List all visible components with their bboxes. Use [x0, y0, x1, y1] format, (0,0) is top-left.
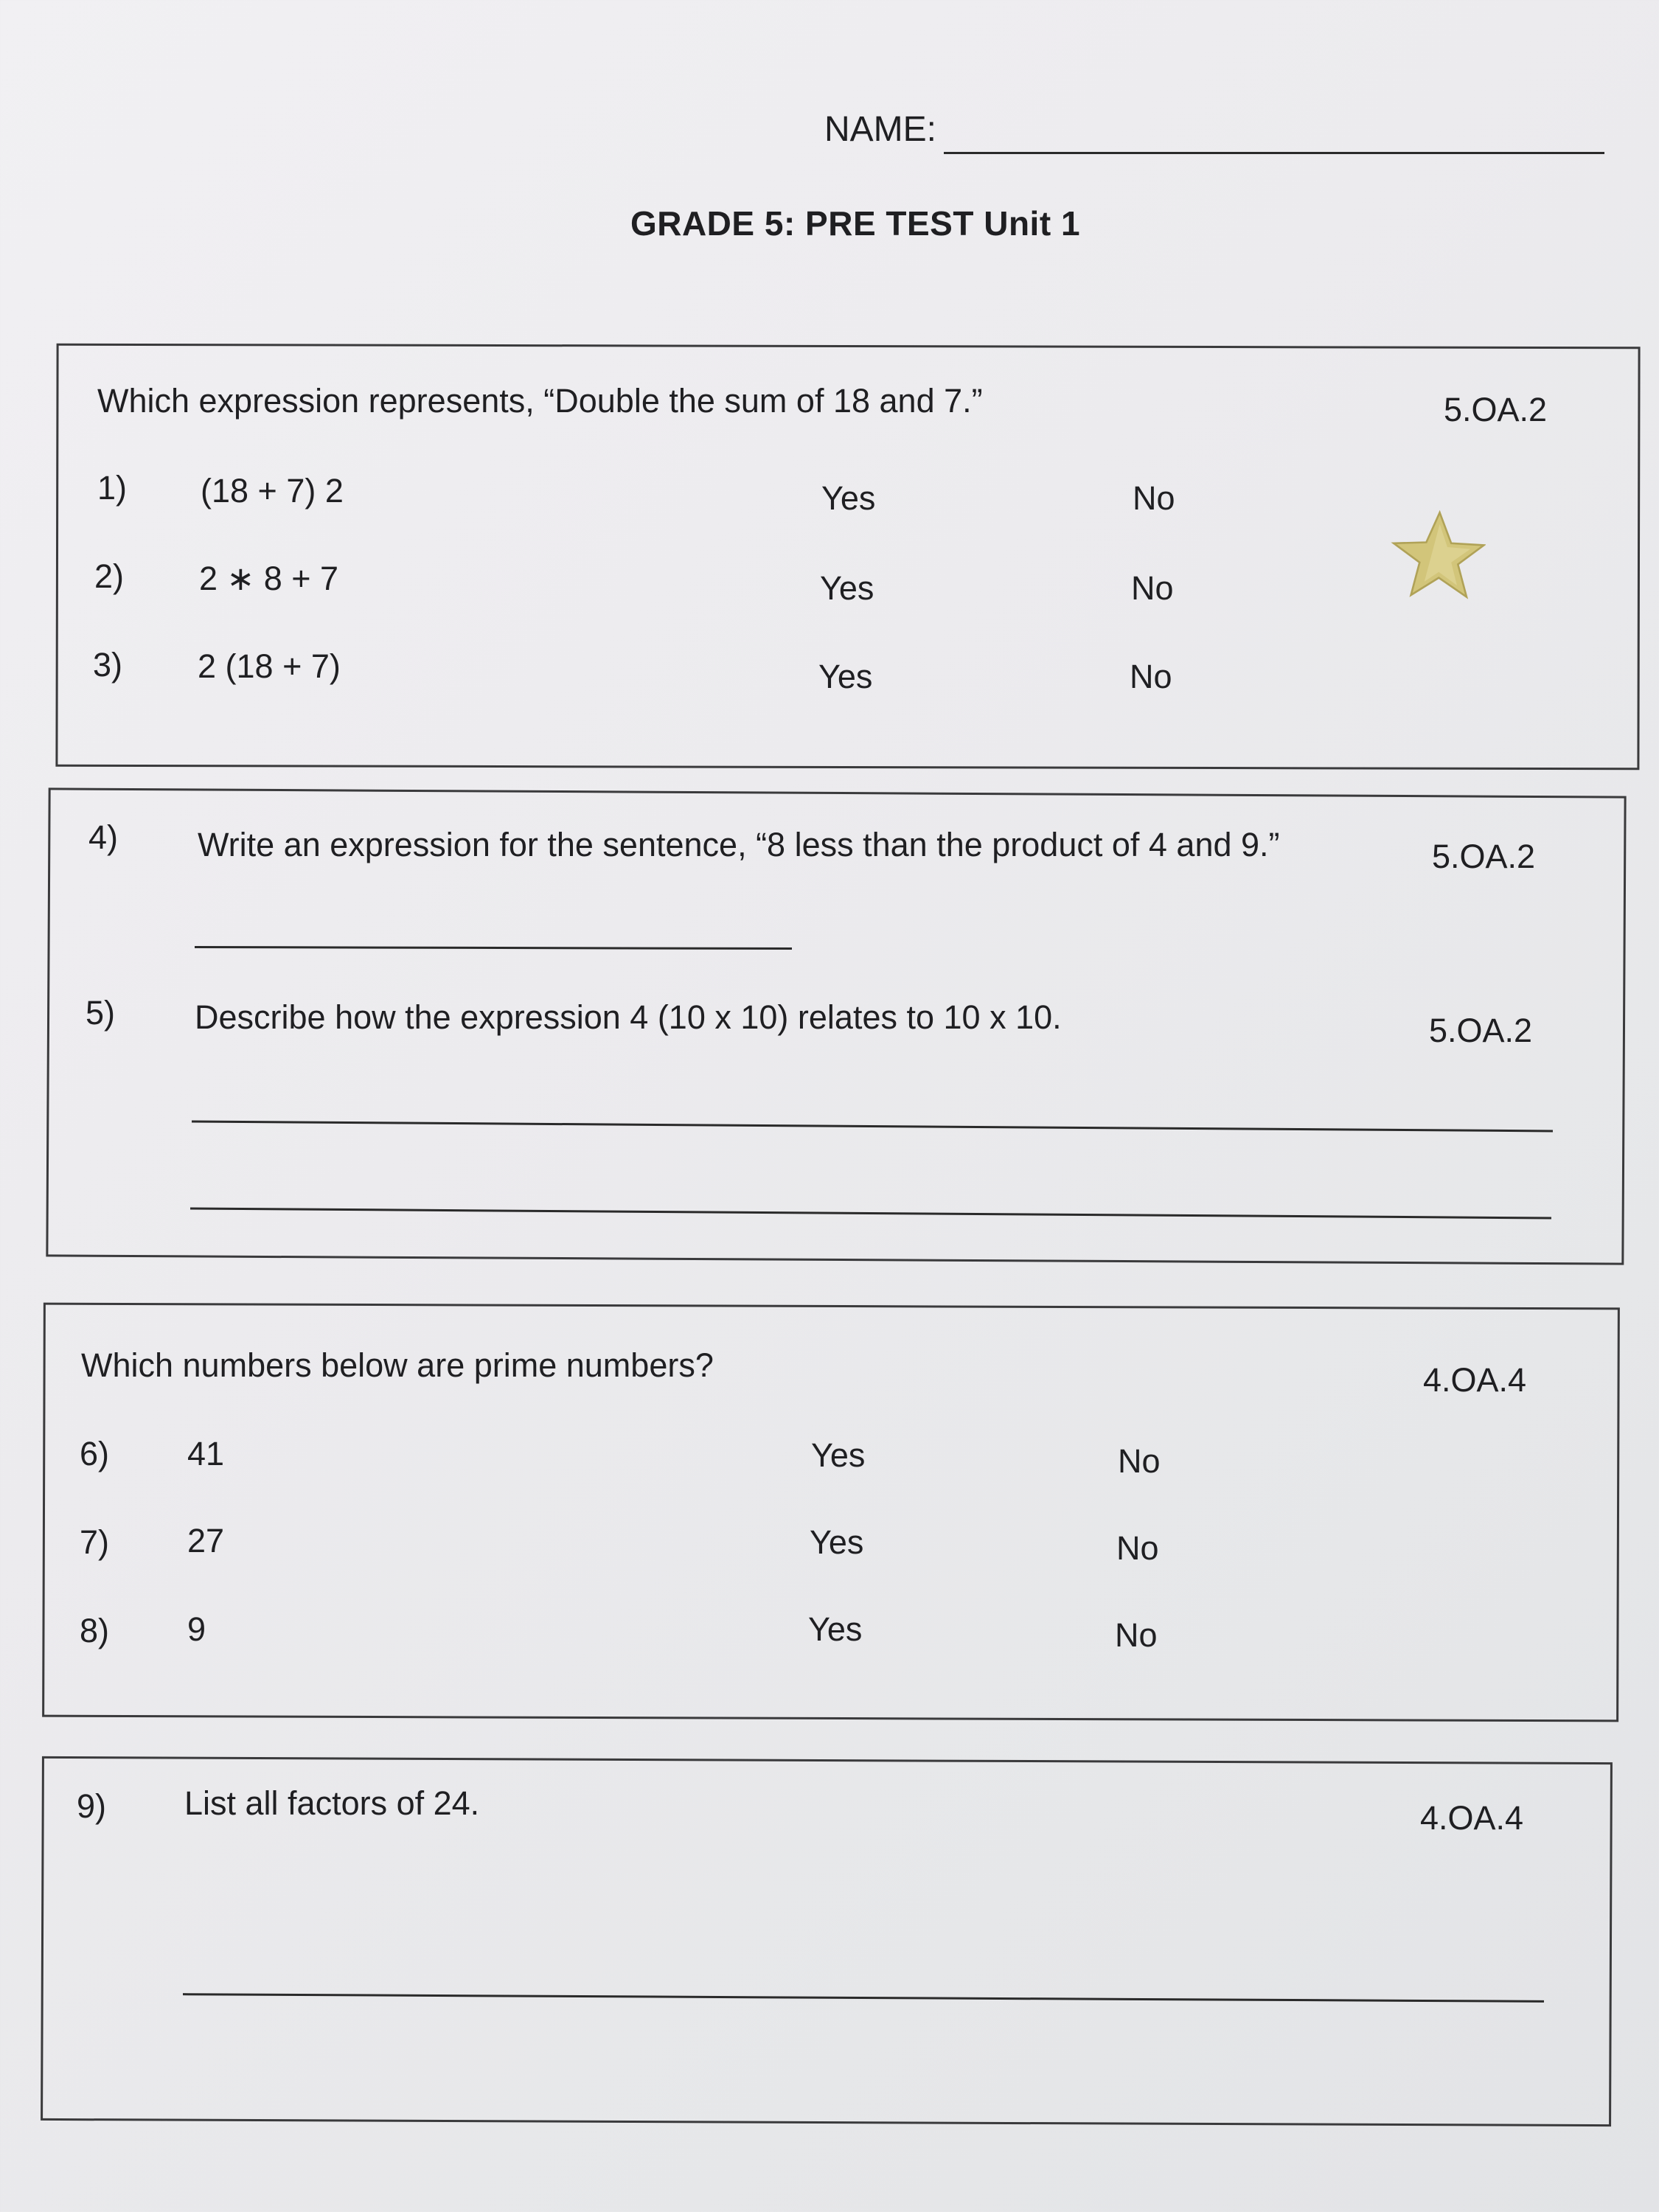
star-sticker-icon	[1390, 509, 1486, 605]
item-6-value: 41	[187, 1435, 225, 1472]
item-7-number: 7)	[80, 1523, 110, 1561]
item-9-standard: 4.OA.4	[1420, 1799, 1524, 1837]
item-8-value: 9	[187, 1610, 206, 1648]
section3-standard: 4.OA.4	[1423, 1361, 1527, 1399]
item-2-no[interactable]: No	[1131, 569, 1174, 607]
item-3-yes[interactable]: Yes	[818, 658, 873, 695]
section1-prompt: Which expression represents, “Double the sum of 18 and 7.”	[97, 382, 983, 420]
section1-standard: 5.OA.2	[1444, 391, 1548, 428]
item-1-yes[interactable]: Yes	[821, 479, 876, 517]
section3-prompt: Which numbers below are prime numbers?	[81, 1346, 714, 1384]
item-6-no[interactable]: No	[1118, 1442, 1161, 1480]
item-4-number: 4)	[88, 818, 119, 856]
name-answer-line[interactable]	[944, 152, 1604, 154]
item-8-number: 8)	[80, 1612, 110, 1649]
item-7-value: 27	[187, 1522, 225, 1559]
item-3-expression: 2 (18 + 7)	[198, 647, 341, 685]
item-4-standard: 5.OA.2	[1432, 838, 1536, 875]
name-label: NAME:	[824, 110, 937, 149]
item-1-no[interactable]: No	[1133, 479, 1175, 517]
item-6-yes[interactable]: Yes	[811, 1436, 866, 1474]
item-4-text: Write an expression for the sentence, “8 less than the product of 4 and 9.”	[198, 826, 1280, 863]
item-8-no[interactable]: No	[1115, 1616, 1158, 1654]
item-8-yes[interactable]: Yes	[808, 1610, 863, 1648]
item-6-number: 6)	[80, 1435, 110, 1472]
item-2-expression: 2 ∗ 8 + 7	[199, 560, 339, 597]
item-3-number: 3)	[93, 646, 123, 684]
item-7-yes[interactable]: Yes	[810, 1523, 864, 1561]
item-5-number: 5)	[86, 994, 116, 1032]
item-1-expression: (18 + 7) 2	[201, 472, 344, 509]
item-9-text: List all factors of 24.	[184, 1784, 480, 1822]
item-5-standard: 5.OA.2	[1429, 1012, 1533, 1049]
page-title: GRADE 5: PRE TEST Unit 1	[630, 204, 1081, 243]
item-9-number: 9)	[77, 1787, 107, 1825]
item-1-number: 1)	[97, 469, 128, 507]
item-7-no[interactable]: No	[1116, 1529, 1159, 1567]
item-2-number: 2)	[94, 557, 125, 595]
item-5-text: Describe how the expression 4 (10 x 10) relates to 10 x 10.	[195, 998, 1062, 1036]
item-2-yes[interactable]: Yes	[820, 569, 874, 607]
item-3-no[interactable]: No	[1130, 658, 1172, 695]
